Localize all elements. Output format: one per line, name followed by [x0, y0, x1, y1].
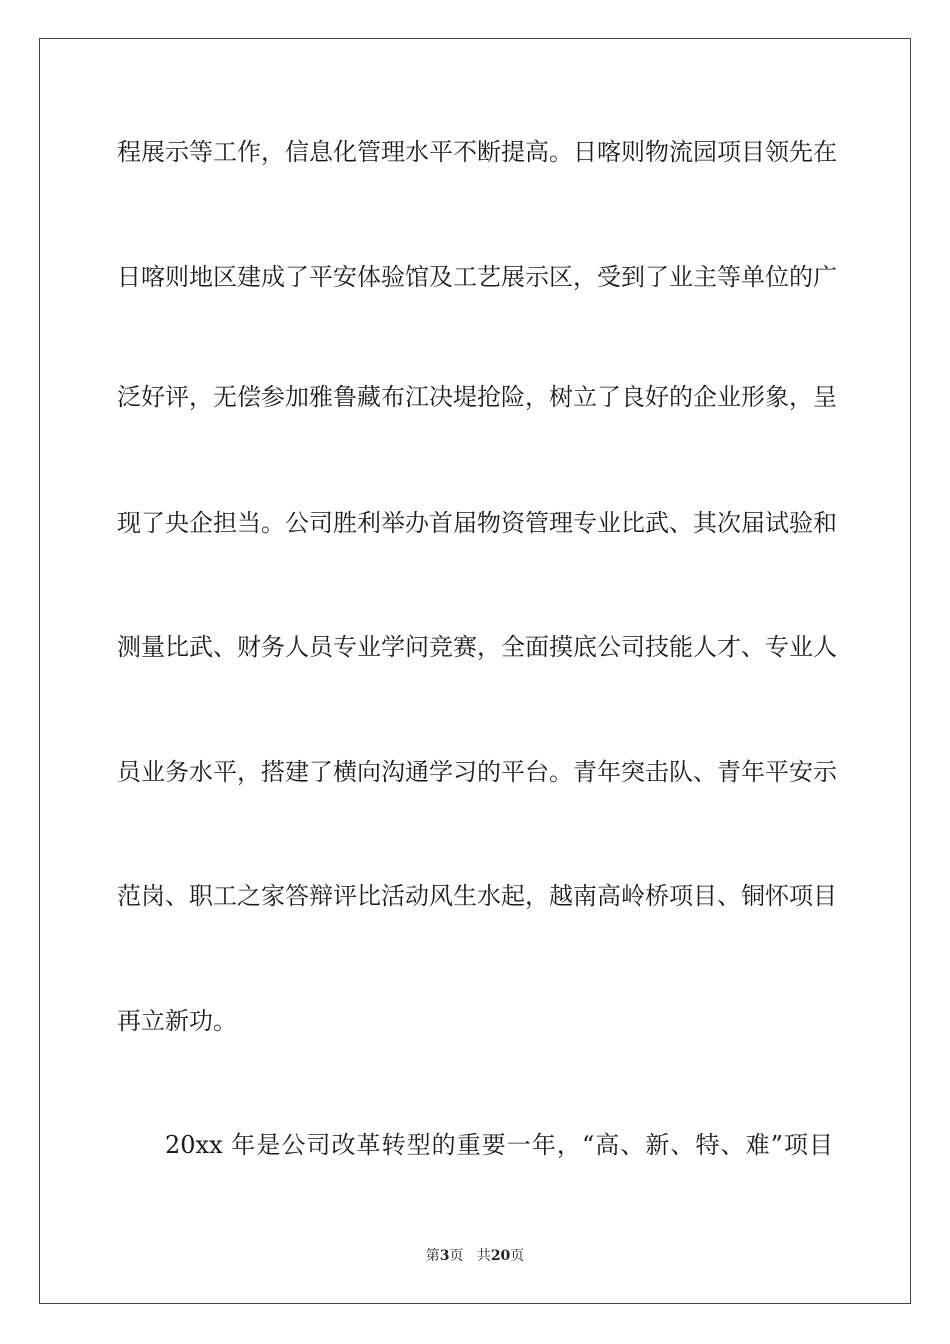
page-border [39, 38, 911, 1304]
paragraph-line-1: 程展示等工作，信息化管理水平不断提高。日喀则物流园项目领先在 [117, 138, 837, 166]
page-footer [0, 1246, 950, 1266]
footer-page-number: 3 [439, 1248, 450, 1264]
footer-page-suffix: 页 [449, 1248, 464, 1264]
paragraph-line-5: 测量比武、财务人员专业学问竞赛，全面摸底公司技能人才、专业人 [117, 633, 837, 661]
footer-total-pages: 20 [490, 1248, 511, 1264]
paragraph-line-9: 20xx 年是公司改革转型的重要一年，“高、新、特、难”项目 [165, 1131, 833, 1159]
paragraph-line-3: 泛好评，无偿参加雅鲁藏布江决堤抢险，树立了良好的企业形象，呈 [117, 383, 837, 411]
paragraph-line-6: 员业务水平，搭建了横向沟通学习的平台。青年突击队、青年平安示 [117, 758, 837, 786]
paragraph-line-2: 日喀则地区建成了平安体验馆及工艺展示区，受到了业主等单位的广 [117, 263, 837, 291]
footer-total-prefix: 共 [476, 1248, 491, 1264]
paragraph-line-4: 现了央企担当。公司胜利举办首届物资管理专业比武、其次届试验和 [117, 509, 837, 537]
footer-page-prefix: 第 [425, 1248, 440, 1264]
paragraph-line-8: 再立新功。 [117, 1007, 237, 1035]
footer-total-suffix: 页 [510, 1248, 525, 1264]
paragraph-line-7: 范岗、职工之家答辩评比活动风生水起，越南高岭桥项目、铜怀项目 [117, 882, 837, 910]
